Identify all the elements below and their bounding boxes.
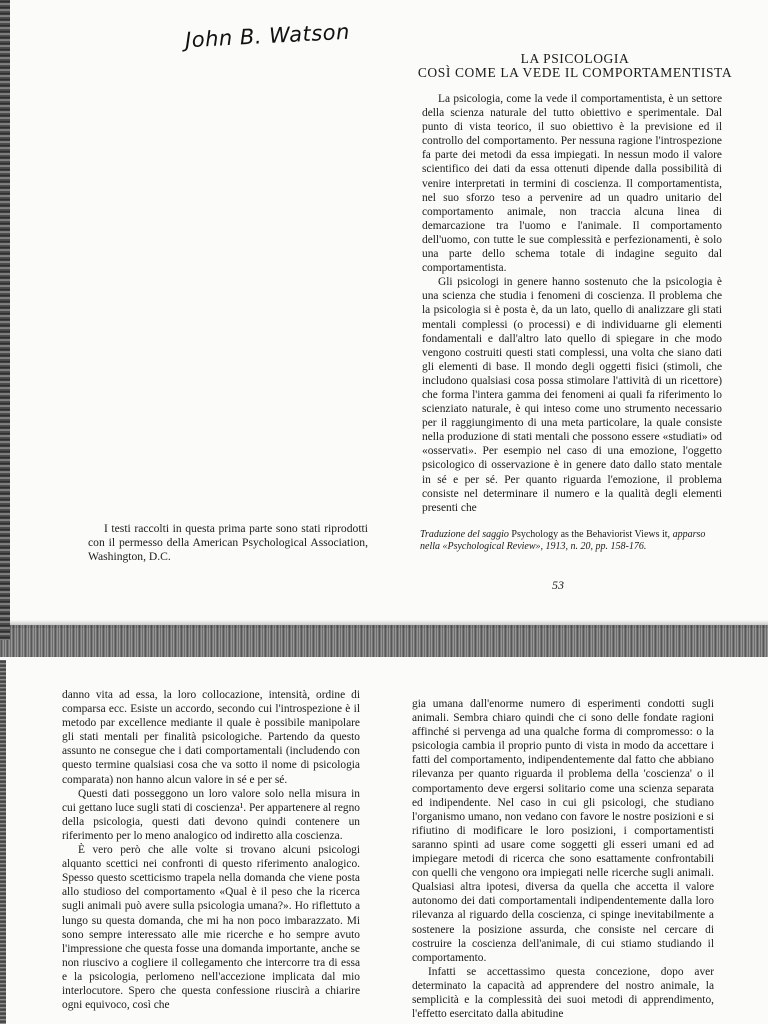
handwritten-signature: John B. Watson	[184, 19, 351, 53]
translation-footnote	[420, 529, 724, 552]
footnote-part-a: Traduzione del saggio	[420, 529, 512, 540]
body-paragraph: Gli psicologi in genere hanno sostenuto che la psicologia è una scienza che studia i fenomeni di coscienza. Il problema che la psicologia si è posta è, da un lato, quello di analizzare gli stati mentali complessi (o processi) e di individuarne gli elementi fondamentali e dall'altro lato quello di spiegare in che modo vengono costruiti questi stati complessi, una volta che siano dati gli elementi di base. Il mondo degli oggetti fisici (stimoli, che includono qualsiasi cosa possa stimolare l'attività di un ricettore) che forma l'intera gamma dei fenomeni ai quali fa riferimento lo scienziato naturale, è qui inteso come uno strumento necessario per il raggiungimento di una meta particolare, la quale consiste nella produzione di stati mentali che possono essere «studiati» od «osservati». Per esempio nel caso di una emozione, l'oggetto psicologico di osservazione è in genere dato dallo stato mentale in sé e per sé. Per quanto riguarda l'emozione, il problema consiste nel determinare il numero e la qualità degli elementi presenti che	[422, 276, 722, 514]
bottom-left-column	[62, 688, 360, 1012]
page-number: 53	[552, 578, 564, 592]
body-paragraph: Questi dati posseggono un loro valore solo nella misura in cui gettano luce sugli stati di coscienza¹. Per appartenere al regno della psicologia, questi dati devono quindi contenere un riferimento per lo meno analogico od indiretto alla coscienza.	[62, 787, 360, 842]
page-edge-left	[0, 0, 10, 640]
body-paragraph: È vero però che alle volte si trovano alcuni psicologi alquanto scettici nei confronti di questo riferimento analogico. Spesso questo scetticismo trapela nella domanda che viene posta allo studioso del comportamento «Qual è il peso che la ricerca sugli animali può avere sulla psicologia umana?». Ho riflettuto a lungo su questa domanda, che mi ha non poco imbarazzato. Mi sono sempre interessato alle mie ricerche e ho sempre avuto l'impressione che questa fosse una domanda importante, anche se non riuscivo a cogliere il collegamento che intercorre tra di essa e la psicologia, perlomeno nell'accezione implicata dal mio interlocutore. Spero che questa confessione riuscirà a chiarire ogni equivoco, così che	[62, 844, 360, 1012]
bottom-right-column	[412, 697, 714, 1021]
chapter-title-line2: COSÌ COME LA VEDE IL COMPORTAMENTISTA	[417, 65, 733, 80]
permission-note-text: I testi raccolti in questa prima parte sono stati riprodotti con il permesso della American Psychological Association, Washington, D.C.	[88, 522, 368, 564]
body-paragraph: Infatti se accettassimo questa concezione, dopo aver determinato la capacità ad apprendere del nostro animale, la semplicità e la complessità dei suoi metodi di apprendimento, l'effetto esercitato dalla abitudine	[412, 965, 714, 1021]
body-paragraph: gia umana dall'enorme numero di esperimenti condotti sugli animali. Sembra chiaro quindi che ci sono delle fondate ragioni affinché si pervenga ad una qualche forma di compromesso: o la psicologia cambia il proprio punto di vista in modo da accettare i fatti del comportamento, indipendentemente dal fatto che abbiano rilevanza per quanto riguarda il problema della 'coscienza' o il comportamento deve ergersi solitario come una scienza separata ed indipendente. Nel caso in cui gli psicologi, che studiano l'organismo umano, non vedano con favore le nostre posizioni e si rifiutino di modificare le loro posizioni, i comportamentisti saranno spinti ad usare come soggetti gli esseri umani ed ad impiegare metodi di ricerca che sono esattamente confrontabili con quelli che vengono ora impiegati nelle ricerche sugli animali. Qualsiasi altra ipotesi, diversa da quella che accetta il valore autonomo dei dati comportamentali indipendentemente dalla loro rilevanza al riguardo della coscienza, ci spinge inevitabilmente a sostenere la posizione assurda, che consiste nel cercare di costruire la coscienza dell'animale, di cui stiamo studiando il comportamento.	[412, 698, 714, 964]
page-gutter	[0, 625, 768, 657]
permission-note	[88, 522, 368, 565]
body-paragraph: danno vita ad essa, la loro collocazione, intensità, ordine di comparsa ecc. Esiste un accordo, secondo cui l'introspezione è il metodo par excellence mediante il quale è possibile manipolare gli stati mentali per finalità psicologiche. Partendo da questo assunto ne consegue che i dati comportamentali (includendo con questo termine qualsiasi cosa che va sotto il nome di psicologia comparata) non hanno alcun valore in sé e per sé.	[62, 689, 360, 786]
body-paragraph: La psicologia, come la vede il comportamentista, è un settore della scienza naturale del tutto obiettivo e sperimentale. Dal punto di vista teorico, il suo obiettivo è la previsione ed il controllo del comportamento. Per nessuna ragione l'introspezione fa parte dei metodi da essa impiegati. In nessun modo il valore scientifico dei dati da essa ottenuti dipende dalla possibilità di venire interpretati in termini di coscienza. Il comportamentista, nel suo sforzo teso a pervenire ad un quadro unitario del comportamento animale, non traccia alcuna linea di demarcazione tra l'uomo e l'animale. Il comportamento dell'uomo, con tutte le sue complessità e perfezionamenti, è solo una parte dello schema totale di indagine seguito dal comportamentista.	[422, 93, 722, 275]
chapter-title-line1: LA PSICOLOGIA	[520, 51, 630, 66]
footnote-part-c: apparso nella «Psychological Review», 1913, n. 20, pp. 158-176.	[420, 529, 706, 552]
page-edge-left-lower	[0, 660, 6, 1024]
footnote-part-b: Psychology as the Behaviorist Views it,	[511, 529, 671, 540]
top-right-column	[422, 92, 722, 515]
chapter-title	[410, 52, 740, 80]
